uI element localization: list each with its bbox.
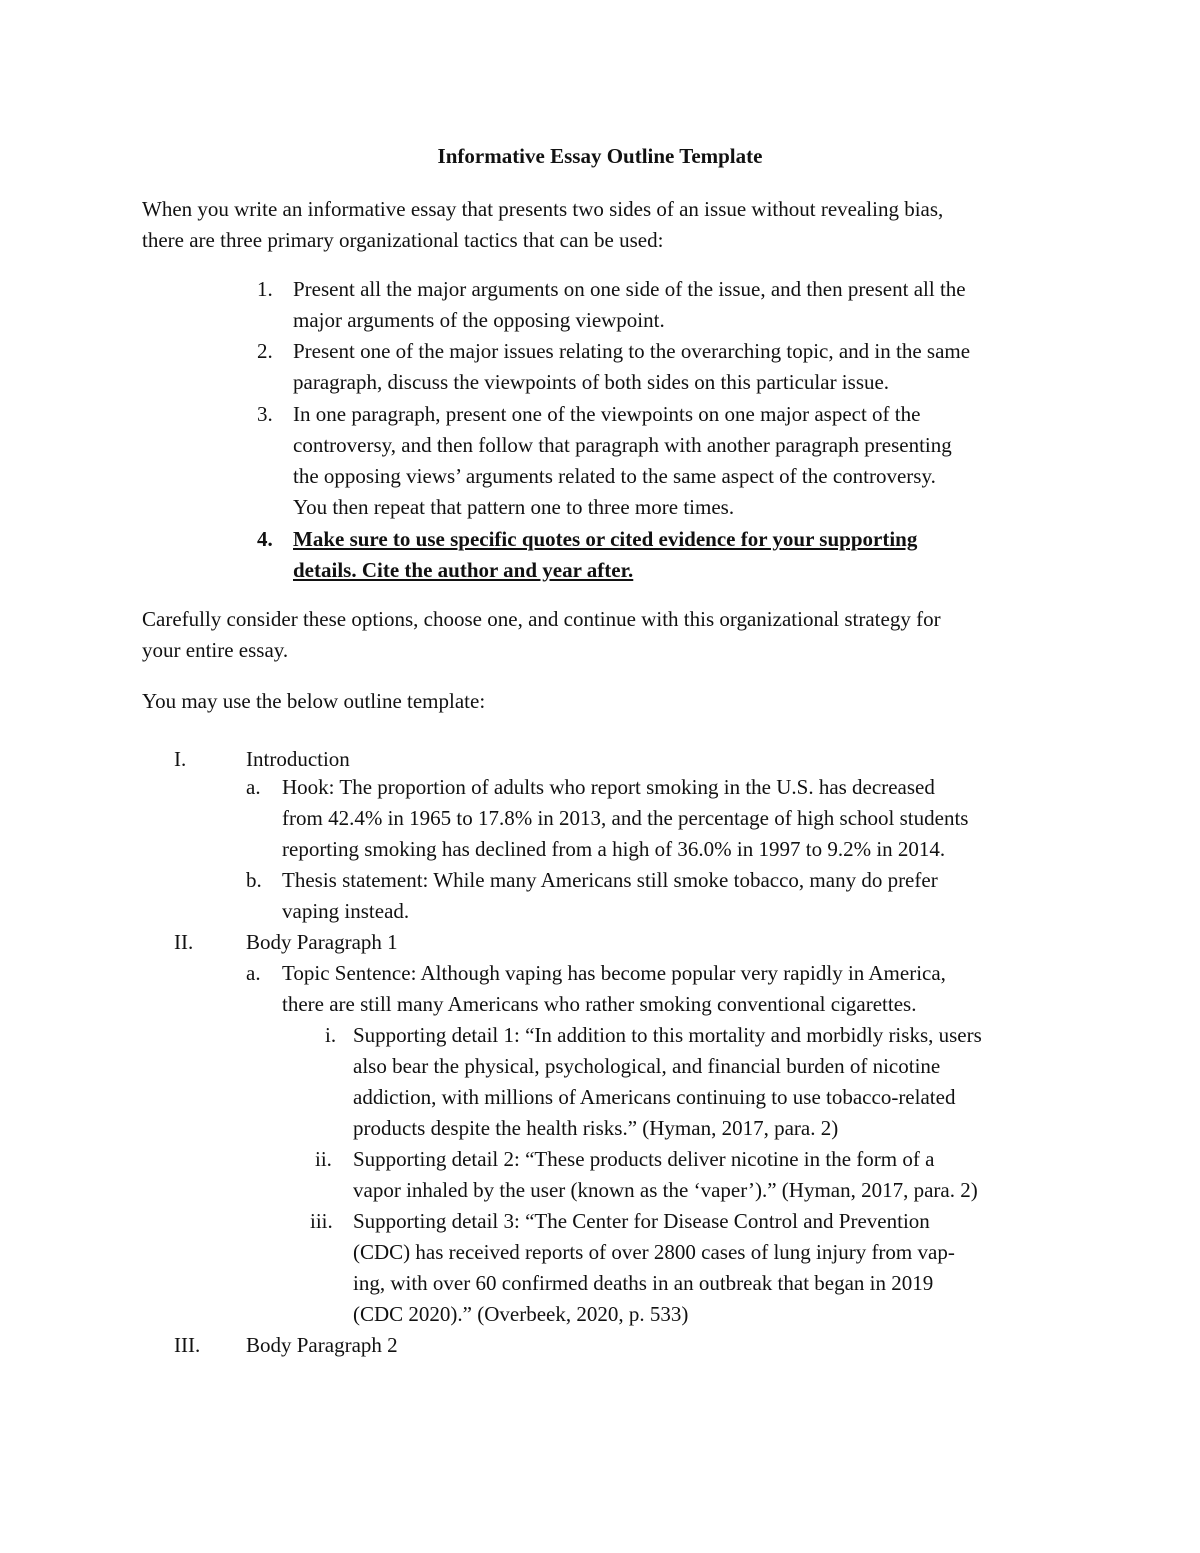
outline-intro-text: You may use the below outline template: (142, 689, 486, 713)
tactic-1-line-1: Present all the major arguments on one side of the issue, and then present all the (293, 277, 966, 301)
outline-section-3-number: III. (174, 1333, 201, 1357)
detail-1-line-4: products despite the health risks.” (Hyman, 2017, para. 2) (353, 1116, 839, 1140)
tactic-2-number: 2. (257, 339, 273, 363)
tactic-3-line-4: You then repeat that pattern one to three more times. (293, 495, 735, 519)
outline-1a-letter: a. (246, 775, 261, 799)
outline-section-1-number: I. (174, 747, 187, 771)
detail-2-numeral: ii. (315, 1147, 332, 1171)
detail-3-line-1: Supporting detail 3: “The Center for Disease Control and Prevention (353, 1209, 930, 1233)
outline-section-2-number: II. (174, 930, 194, 954)
tactic-1-line-2: major arguments of the opposing viewpoint. (293, 308, 665, 332)
detail-3-line-4: (CDC 2020).” (Overbeek, 2020, p. 533) (353, 1302, 689, 1326)
detail-1-numeral: i. (325, 1023, 337, 1047)
detail-1-line-1: Supporting detail 1: “In addition to this mortality and morbidly risks, users (353, 1023, 982, 1047)
tactic-3-line-2: controversy, and then follow that paragraph with another paragraph presenting (293, 433, 952, 457)
consider-line-1: Carefully consider these options, choose one, and continue with this organizational strategy for (142, 607, 941, 631)
tactic-4-line-2: details. Cite the author and year after. (293, 558, 634, 582)
document-title: Informative Essay Outline Template (437, 144, 763, 168)
detail-3-line-2: (CDC) has received reports of over 2800 cases of lung injury from vap- (353, 1240, 955, 1264)
consider-line-2: your entire essay. (142, 638, 289, 662)
tactic-2-line-2: paragraph, discuss the viewpoints of both sides on this particular issue. (293, 370, 890, 394)
detail-2-line-1: Supporting detail 2: “These products deliver nicotine in the form of a (353, 1147, 935, 1171)
intro-line-1: When you write an informative essay that presents two sides of an issue without revealing bias, (142, 197, 944, 221)
outline-section-2-label: Body Paragraph 1 (246, 930, 398, 954)
outline-1a-line-2: from 42.4% in 1965 to 17.8% in 2013, and the percentage of high school students (282, 806, 969, 830)
outline-section-3-label: Body Paragraph 2 (246, 1333, 398, 1357)
detail-3-line-3: ing, with over 60 confirmed deaths in an outbreak that began in 2019 (353, 1271, 934, 1295)
tactic-1-number: 1. (257, 277, 273, 301)
detail-2-line-2: vapor inhaled by the user (known as the ‘vaper’).” (Hyman, 2017, para. 2) (353, 1178, 978, 1202)
tactic-3-line-1: In one paragraph, present one of the viewpoints on one major aspect of the (293, 402, 921, 426)
outline-2a-line-2: there are still many Americans who rather smoking conventional cigarettes. (282, 992, 917, 1016)
tactic-3-line-3: the opposing views’ arguments related to the same aspect of the controversy. (293, 464, 936, 488)
outline-1a-line-3: reporting smoking has declined from a high of 36.0% in 1997 to 9.2% in 2014. (282, 837, 946, 861)
intro-line-2: there are three primary organizational tactics that can be used: (142, 228, 664, 252)
outline-1b-line-1: Thesis statement: While many Americans still smoke tobacco, many do prefer (282, 868, 938, 892)
tactic-2-line-1: Present one of the major issues relating to the overarching topic, and in the same (293, 339, 971, 363)
tactic-3-number: 3. (257, 402, 273, 426)
tactic-4-line-1: Make sure to use specific quotes or cited evidence for your supporting (293, 527, 918, 551)
detail-1-line-3: addiction, with millions of Americans continuing to use tobacco-related (353, 1085, 956, 1109)
outline-1a-line-1: Hook: The proportion of adults who report smoking in the U.S. has decreased (282, 775, 935, 799)
outline-2a-line-1: Topic Sentence: Although vaping has become popular very rapidly in America, (282, 961, 946, 985)
outline-1b-letter: b. (246, 868, 262, 892)
outline-1b-line-2: vaping instead. (282, 899, 410, 923)
tactic-4-number: 4. (257, 527, 273, 551)
detail-1-line-2: also bear the physical, psychological, and financial burden of nicotine (353, 1054, 941, 1078)
outline-2a-letter: a. (246, 961, 261, 985)
outline-section-1-label: Introduction (246, 747, 350, 771)
detail-3-numeral: iii. (310, 1209, 333, 1233)
